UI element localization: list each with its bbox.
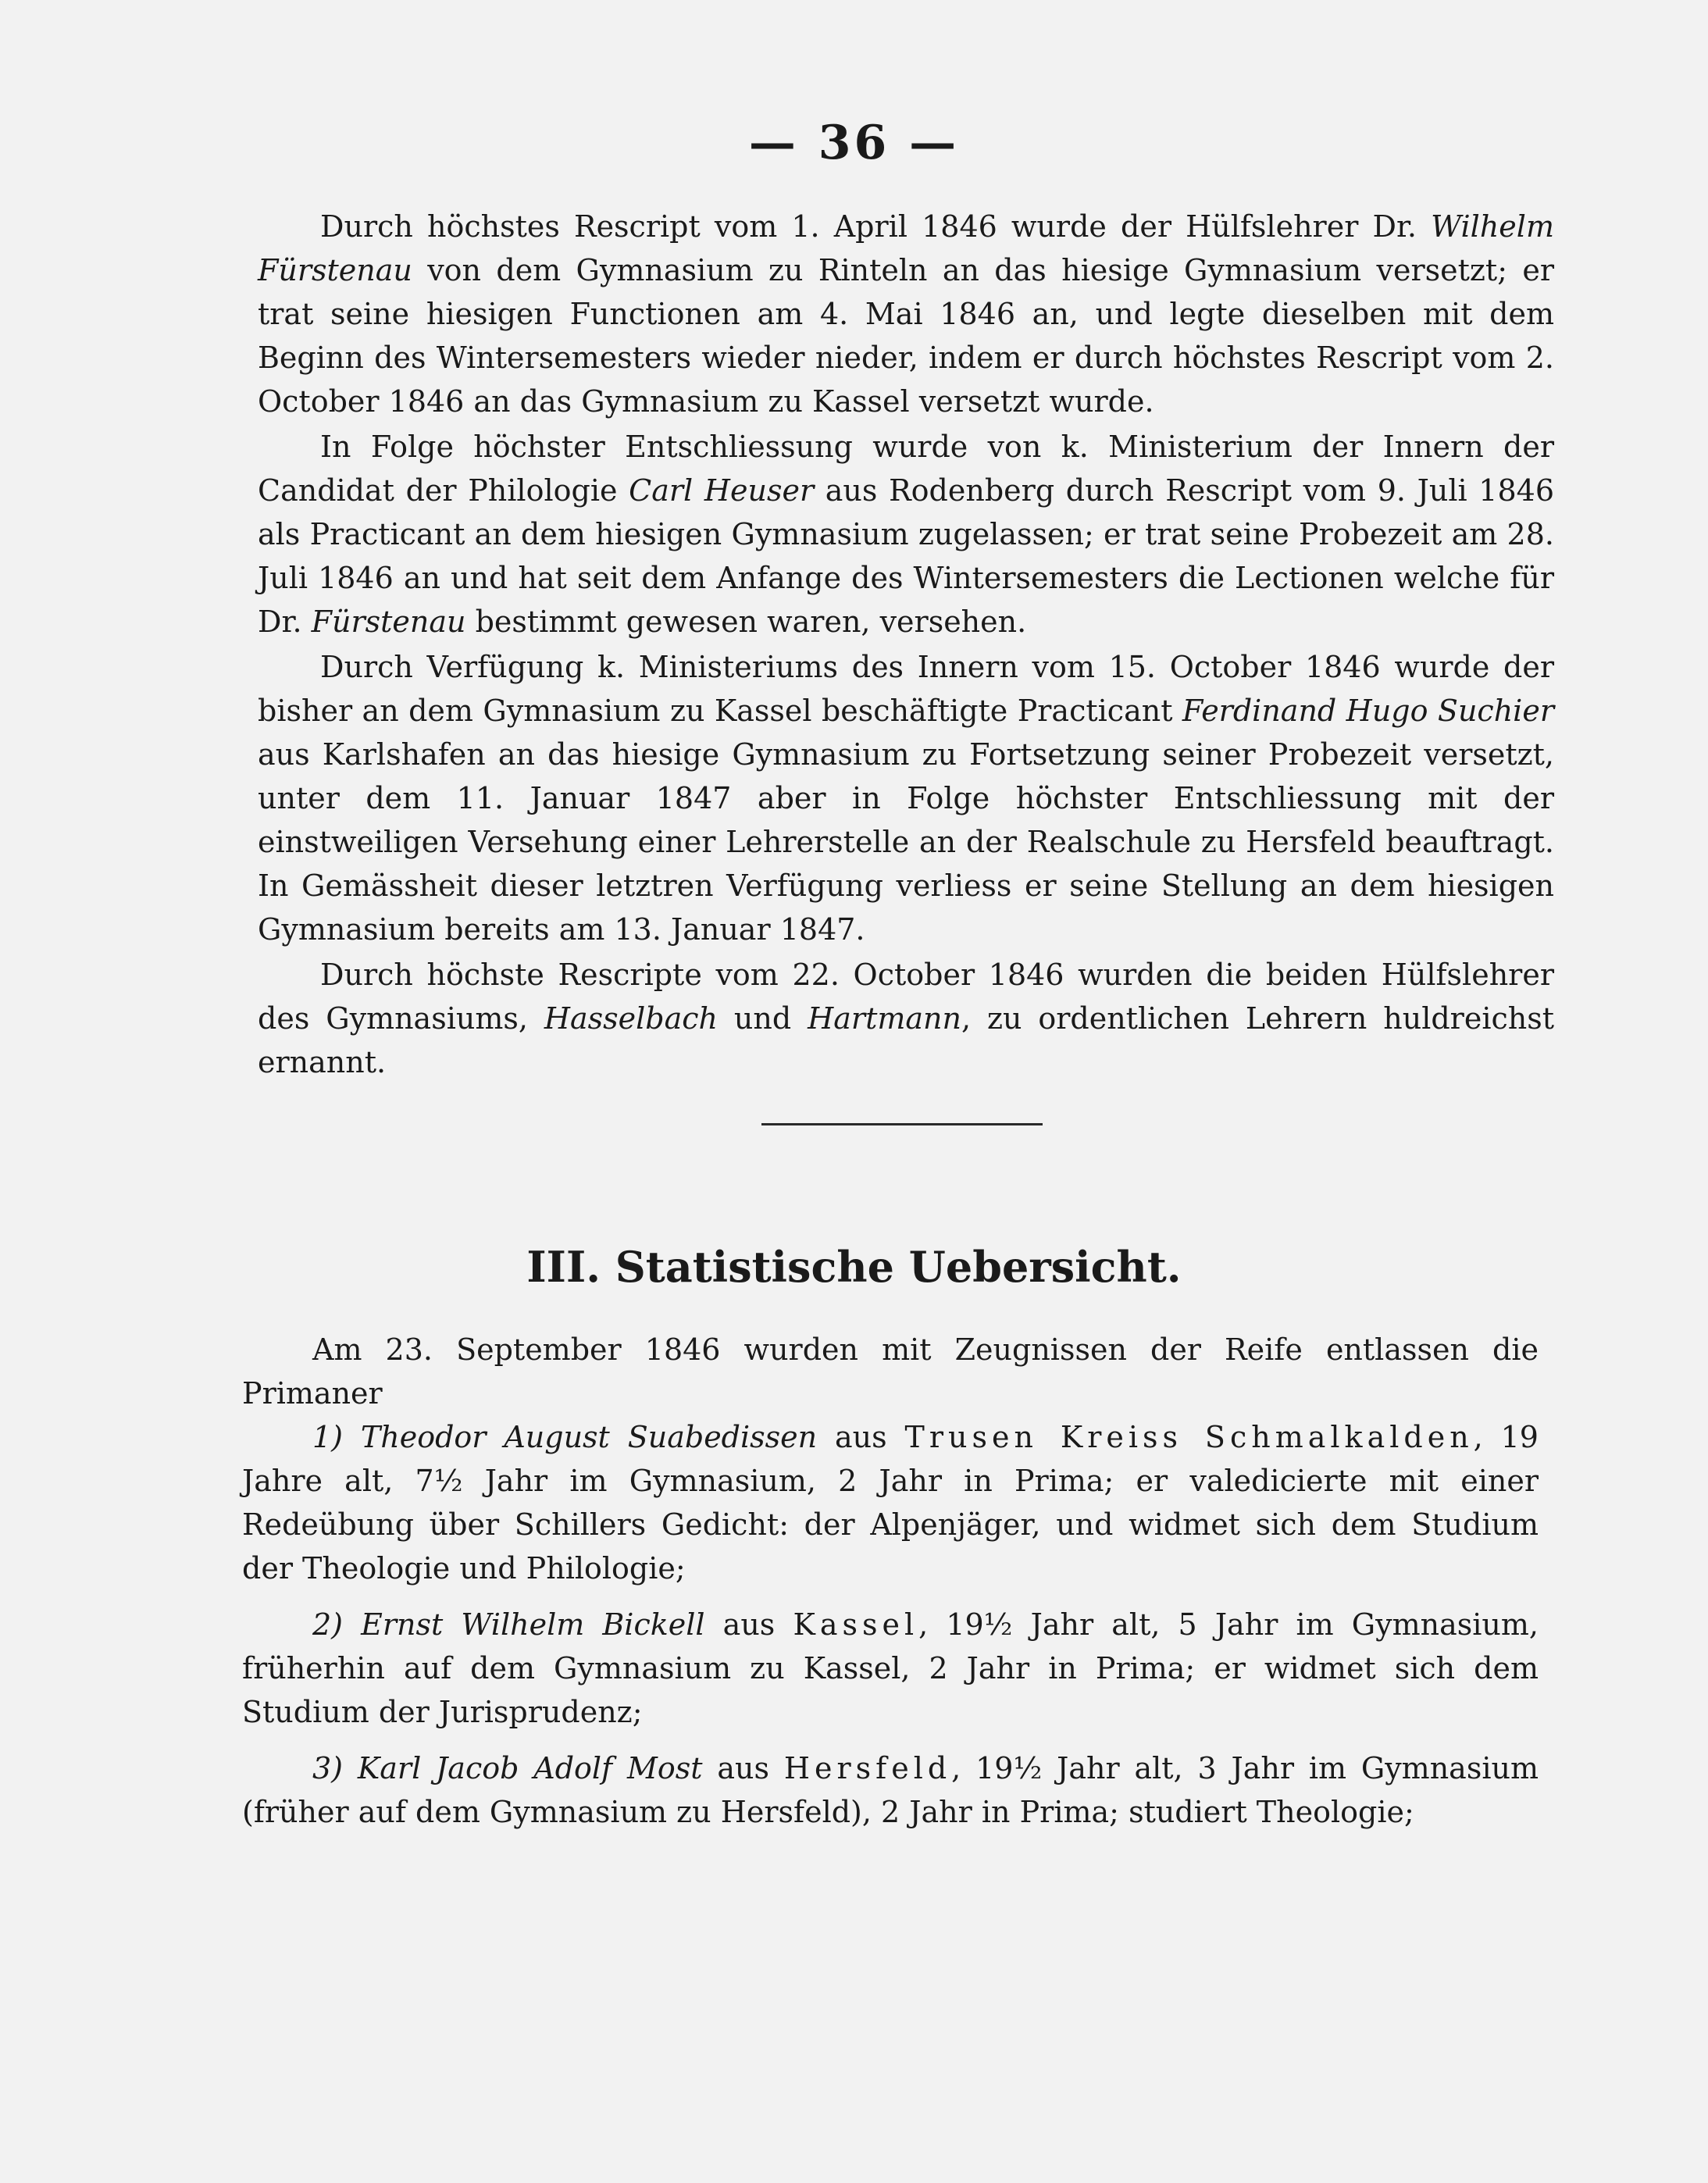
paragraph-text: und [718, 1001, 808, 1036]
paragraph-text: Durch höchstes Rescript vom 1. April 1846 wurde der Hülfslehrer Dr. [320, 209, 1432, 244]
graduate-entry [242, 1415, 1539, 1590]
graduate-origin: Kassel [793, 1607, 919, 1642]
entry-number: 3) [312, 1751, 344, 1785]
person-name: Hasselbach [544, 1001, 719, 1036]
entry-text: aus [817, 1420, 905, 1454]
paragraph-text: von dem Gymnasium zu Rinteln an das hiesige Gymnasium versetzt; er trat seine hiesigen Functionen am 4. Mai 1846 an, und legte dieselben mit dem Beginn des Wintersemesters wieder nieder, indem er durch höchstes Rescript vom 2. October 1846 an das Gymnasium zu Kassel versetzt wurde. [258, 253, 1554, 419]
paragraph-suchier [258, 645, 1554, 951]
page-number: — 36 — [748, 116, 960, 170]
section-divider [761, 1123, 1043, 1125]
entry-text: , 19½ Jahr alt, 3 Jahr im Gymnasium (früher auf dem Gymnasium zu Hersfeld), 2 Jahr in Prima; studiert Theologie; [242, 1751, 1539, 1829]
paragraph-text: aus Karlshafen an das hiesige Gymnasium zu Fortsetzung seiner Probezeit versetzt, unter dem 11. Januar 1847 aber in Folge höchster Entschliessung mit der einstweiligen Versehung einer Lehrerstelle an der Realschule zu Hersfeld beauftragt. In Gemässheit dieser letztren Verfügung verliess er seine Stellung an dem hiesigen Gymnasium bereits am 13. Januar 1847. [258, 737, 1554, 947]
person-name: Fürstenau [311, 605, 466, 639]
paragraph-text: In Folge höchster Entschliessung wurde von k. Ministerium der Innern der Candidat der Philologie [258, 430, 1554, 508]
paragraph-text: Durch Verfügung k. Ministeriums des Innern vom 15. October 1846 wurde der bisher an dem Gymnasium zu Kassel beschäftigte Practicant [258, 650, 1554, 728]
paragraph-text: aus Rodenberg durch Rescript vom 9. Juli 1846 als Practicant an dem hiesigen Gymnasium zugelassen; er trat seine Probezeit am 28. Juli 1846 an und hat seit dem Anfange des Wintersemesters die Lectionen welche für Dr. [258, 473, 1555, 639]
graduate-origin: Trusen Kreiss Schmalkalden [904, 1420, 1474, 1454]
person-name: Wilhelm Fürstenau [258, 209, 1554, 287]
entry-text: , 19 Jahre alt, 7½ Jahr im Gymnasium, 2 Jahr in Prima; er valedicierte mit einer Redeübung über Schillers Gedicht: der Alpenjäger, und widmet sich dem Studium der Theologie und Philologie; [242, 1420, 1539, 1586]
entry-number: 2) [312, 1607, 344, 1642]
paragraph-text: , zu ordentlichen Lehrern huldreichst ernannt. [258, 1001, 1555, 1079]
paragraph-heuser [258, 425, 1554, 644]
paragraph-text: Durch höchste Rescripte vom 22. October 1846 wurden die beiden Hülfslehrer des Gymnasiums, [258, 958, 1554, 1036]
person-name: Ferdinand Hugo Suchier [1182, 694, 1554, 728]
graduate-name: Ernst Wilhelm Bickell [361, 1607, 705, 1642]
statistics-section [242, 1328, 1539, 1834]
graduate-name: Theodor August Suabedissen [360, 1420, 818, 1454]
entry-text: aus [704, 1607, 793, 1642]
graduate-entry [242, 1746, 1539, 1834]
paragraph-text: bestimmt gewesen waren, versehen. [465, 605, 1027, 639]
statistics-intro: Am 23. September 1846 wurden mit Zeugnissen der Reife entlassen die Primaner [242, 1332, 1539, 1411]
section-title: III. Statistische Uebersicht. [526, 1242, 1182, 1292]
paragraph-fuerstenau [258, 205, 1554, 423]
staff-changes-section [258, 205, 1554, 1084]
graduate-entry [242, 1603, 1539, 1734]
entry-text: aus [702, 1751, 784, 1785]
graduate-name: Karl Jacob Adolf Most [357, 1751, 703, 1785]
paragraph-appointments [258, 953, 1554, 1084]
graduate-origin: Hersfeld [783, 1751, 952, 1785]
entry-text: , 19½ Jahr alt, 5 Jahr im Gymnasium, früherhin auf dem Gymnasium zu Kassel, 2 Jahr in Prima; er widmet sich dem Studium der Jurisprudenz; [242, 1607, 1539, 1729]
person-name: Carl Heuser [629, 473, 815, 508]
person-name: Hartmann [808, 1001, 961, 1036]
entry-number: 1) [312, 1420, 344, 1454]
